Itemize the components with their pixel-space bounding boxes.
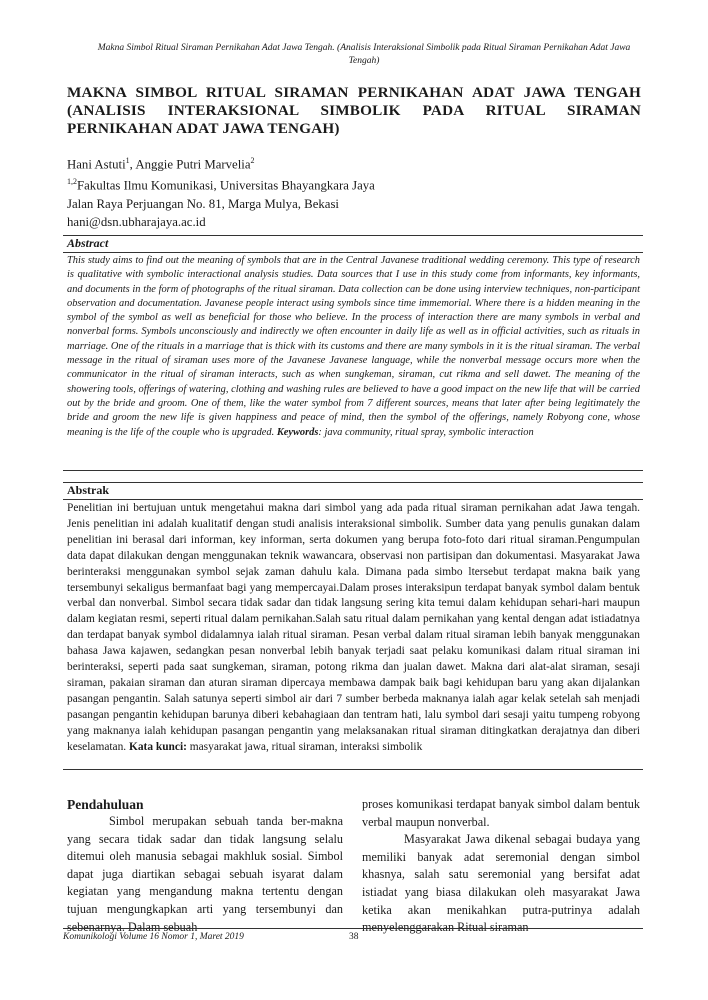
intro-paragraph-1: Simbol merupakan sebuah tanda ber-makna yang secara tidak sadar dan tidak langsung selalu ditemui oleh manusia sebagai makhluk sosial. Simbol dapat juga diartikan sebagai sebuah isyarat dalam kegiatan yang mengandung makna tertentu dengan tujuan mengungkapkan arti yang tersembunyi dan sebenarnya. Dalam sebuah <box>67 814 343 934</box>
page-footer <box>63 928 643 942</box>
affiliation-line <box>67 173 641 194</box>
abstrak-keywords-label: Kata kunci: <box>129 740 187 753</box>
abstract-text: This study aims to find out the meaning of symbols that are in the Central Javanese traditional wedding ceremony. This type of research is qualitative with symbolic interactional analysis studies. Data sources that I use in this study come from informants, key informants, and documents in the form of photographs of the ritual siraman. Data collection can be done using interview techniques, non-participant observation and documentation. Javanese people interact using symbols since time immemorial. Where there is a hidden meaning in the symbol of the symbol as well as beneficial for those who believe. In the process of interaction there are many symbols in verbal and nonverbal forms. Symbols unconsciously and indirectly we often encounter in daily life as well as in official activities, such as rituals in marriage. One of the rituals in a marriage that is thick with its customs and there are many symbols in it is the ritual siraman. The verbal message in the ritual of siraman uses more of the Javanese Javanese language, while the nonverbal message occurs more when the communicator in the ritual of siraman interacts, such as when sungkeman, siraman, cut rikma and sell dawet. The meaning of the showering tools, offerings of watering, clothing and washing rules are believed to have a good impact on the new life that will be carried out by the bride and groom. One of them, like the water symbol from 7 different sources, means that later after being legitimately the bride and groom the new life is given happiness and peace of mind, then the symbol of the offerings, namely Robyong cone, whose meaning is the life of the couple who is upgraded. <box>67 255 640 438</box>
abstrak-text: Penelitian ini bertujuan untuk mengetahui makna dari simbol yang ada pada ritual siraman pernikahan adat Jawa tengah. Jenis penelitian ini adalah kualitatif dengan studi analisis interaksional simbolik. Sumber data yang penulis gunakan dalam penelitian ini berasal dari informan, key informan, serta dokumen yang berupa foto-foto dari ritual siraman.Pengumpulan data dapat dilakukan dengan menggunakan teknik wawancara, observasi non partisipan dan dokumentasi. Masyarakat Jawa berinteraksi menggunakan symbol sejak zaman dahulu kala. Dimana pada simbo ltersebut terdapat makna baik yang tersembunyi sekaligus bermanfaat bagi yang mempercayai.Dalam proses interaksipun terdapat banyak symbol dalam bentuk verbal dan nonverbal. Simbol secara tidak sadar dan tidak langsung sering kita temui dalam kehidupan sehari-hari maupun dalam kegiatan resmi, seperti ritual dalam pernikahan.Salah satu ritual dalam pernikahan yang kental dengan adat istiadatnya dan terdapat banyak symbol didalamnya ialah ritual siraman. Pesan verbal dalam ritual siraman lebih banyak menggunakan bahasa Jawa kajawen, sedangkan pesan nonverbal lebih banyak terjadi saat pelaku komunikasi dalam ritual siraman ini berinteraksi, seperti pada saat sungkeman, siraman, potong rikma dan jualan dawet. Makna dari alat-alat siraman, sesaji siraman, pakaian siraman dan aturan siraman dipercaya membawa dampak baik bagi kehidupan baru yang akan dijalankan pasangan pengantin. Salah satunya seperti simbol air dari 7 sumber berbeda maknanya ialah agar kelak setelah sah menjadi pasangan pengantin kehidupan barunya diberi kebahagiaan dan tentram hati, lalu symbol dari sesaji yaitu tumpeng robyong yang maknanya ialah kehidupan pasangan pengantin yang melaksanakan ritual siraman ditingkatkan derajatnya dan diberi keselamatan. <box>67 502 640 753</box>
abstract-keywords: : java community, ritual spray, symbolic interaction <box>318 426 534 438</box>
author-line <box>67 152 641 173</box>
intro-paragraph-2: Masyarakat Jawa dikenal sebagai budaya yang memiliki banyak adat seremonial dengan simbol khasnya, salah satu seremonial yang bersifat adat istiadat yang biasa dilakukan oleh masyarakat Jawa ketika akan menikahkan putra-putrinya adalah menyelenggarakan Ritual siraman <box>362 832 640 935</box>
abstract-keywords-label: Keywords <box>276 426 319 438</box>
author-2-sup: 2 <box>250 156 255 165</box>
author-separator: , <box>129 157 136 172</box>
affiliation-sup: 1,2 <box>67 177 77 187</box>
abstrak-heading: Abstrak <box>63 483 643 500</box>
author-block <box>67 152 641 231</box>
abstract-box <box>63 235 643 471</box>
intro-paragraph-1-continued: proses komunikasi terdapat banyak simbol dalam bentuk verbal maupun nonverbal. <box>362 797 640 829</box>
abstrak-body <box>63 500 643 756</box>
running-header: Makna Simbol Ritual Siraman Pernikahan Adat Jawa Tengah. (Analisis Interaksional Simbolik pada Ritual Siraman Pernikahan Adat Jawa Tengah) <box>97 43 631 66</box>
section-heading-pendahuluan: Pendahuluan <box>67 797 144 812</box>
author-1-sup: 1 <box>125 156 130 165</box>
abstract-body <box>63 253 643 440</box>
abstrak-box <box>63 482 643 770</box>
abstrak-keywords: masyarakat jawa, ritual siraman, interaksi simbolik <box>186 740 423 753</box>
footer-journal: Komunikologi Volume 16 Nomor 1, Maret 2019 <box>63 932 244 942</box>
affiliation: Fakultas Ilmu Komunikasi, Universitas Bhayangkara Jaya <box>77 178 375 193</box>
email: hani@dsn.ubharajaya.ac.id <box>67 215 206 230</box>
paper-title: MAKNA SIMBOL RITUAL SIRAMAN PERNIKAHAN ADAT JAWA TENGAH (ANALISIS INTERAKSIONAL SIMBOLIK PADA RITUAL SIRAMAN PERNIKAHAN ADAT JAWA TENGAH) <box>67 84 641 137</box>
page-number: 38 <box>349 932 359 942</box>
abstract-heading: Abstract <box>63 236 643 253</box>
address: Jalan Raya Perjuangan No. 81, Marga Mulya, Bekasi <box>67 196 339 211</box>
author-1: Hani Astuti <box>67 157 126 172</box>
author-2: Anggie Putri Marvelia <box>135 157 251 172</box>
intro-left-column <box>67 796 343 936</box>
intro-right-column <box>362 796 640 937</box>
